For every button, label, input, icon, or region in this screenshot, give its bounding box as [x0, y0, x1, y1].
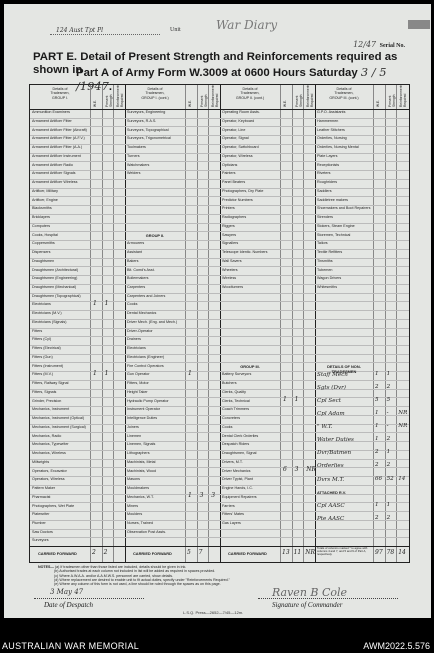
count-value: -	[386, 423, 389, 430]
trade-label: Platewriter	[32, 512, 50, 517]
non-tradesman-entry: " W.T.	[317, 424, 333, 431]
column-subheading: Present Strength	[387, 94, 396, 107]
count-value: 1	[386, 449, 391, 456]
trade-label: Mechanics, Radio	[32, 433, 62, 438]
total-value: 5	[187, 549, 191, 556]
column-subheading: W.E.	[93, 100, 97, 107]
trade-label: Mechanics, Instrument (Surgical)	[32, 424, 86, 429]
carried-forward-label: CARRIED FORWARD	[38, 551, 77, 556]
count-value: 3	[211, 492, 216, 500]
num-col-divider	[185, 85, 186, 562]
trade-label: Welders	[127, 171, 141, 176]
trade-label: Toolmakers	[127, 145, 146, 150]
trade-label: Battery Surveyors	[222, 372, 252, 377]
trade-label: Panel Beaters	[222, 180, 246, 185]
trade-label: Surveyors, Trigonometrical	[127, 136, 171, 141]
trade-label: Turners	[127, 153, 140, 158]
trade-label: Riveters	[317, 171, 331, 176]
total-value: 13	[282, 549, 290, 556]
trade-label: Assistant	[127, 250, 142, 255]
trade-label: Sawyers	[222, 232, 237, 237]
trade-label: Operator, Wireless	[222, 153, 253, 158]
trade-label: Orderlies, Nursing Mental	[317, 145, 359, 150]
despatch-date: 3 May 47	[50, 588, 84, 596]
trade-label: Receptionists	[317, 162, 340, 167]
serial-number	[353, 40, 405, 49]
trade-label: Machinists, Wood	[127, 468, 157, 473]
trade-label: Dispensers	[32, 250, 51, 255]
trade-label: Observation Post Assts.	[127, 529, 167, 534]
trade-label: Strenders	[317, 215, 333, 220]
num-col-divider	[90, 85, 91, 562]
trade-label: Bricklayers	[32, 215, 51, 220]
unit-handwritten: 124 Aust Tpt Pl	[56, 27, 104, 34]
column-subheading: W.E.	[283, 100, 287, 107]
trade-label: Computers	[32, 223, 51, 228]
trade-label: Signallers	[222, 241, 239, 246]
count-value: -	[386, 410, 389, 417]
trade-label: Radiographers	[222, 215, 247, 220]
total-value: 78	[386, 549, 395, 556]
trade-label: Coppersmiths	[32, 241, 55, 246]
count-value: 66	[375, 475, 383, 482]
trade-label: Artificer, Military	[32, 188, 59, 193]
trade-label: Butchers	[222, 381, 237, 386]
non-tradesman-entry: Sgts (Dvr)	[317, 384, 346, 391]
trade-label: Fitters' Mates	[222, 512, 245, 517]
count-value: NR	[398, 423, 408, 430]
trade-label: Wheelers	[222, 267, 238, 272]
num-col-divider	[373, 85, 374, 562]
trade-label: Operator, Signal	[222, 136, 249, 141]
num-col-divider	[208, 85, 209, 562]
total-value: NR	[305, 549, 315, 556]
trade-label: Operator, Keyboard	[222, 118, 255, 123]
trade-label: Stokers, Steam Engine	[317, 223, 355, 228]
trade-label: Driver-Operator	[127, 328, 153, 333]
totals-note: Totals of columns marked * to agree with columns 4 and 7, and 5 and 9 of Part A, respectively.	[317, 547, 368, 557]
trade-label: Armament Artificer Fitter (A.A.)	[32, 145, 83, 150]
total-value: 2	[103, 549, 108, 556]
trade-label: Cooks	[222, 424, 233, 429]
num-col-divider	[292, 85, 293, 562]
trade-label: Electricians	[32, 302, 51, 307]
unit-blank-line	[50, 34, 160, 35]
trade-label: Whitesmiths	[317, 285, 338, 289]
trade-label: Leather Stitchers	[317, 127, 345, 132]
count-value: 1	[93, 369, 97, 377]
trade-label: Pharmacist	[32, 494, 51, 499]
trade-label: Clerks, Technical	[222, 398, 250, 403]
trade-label: Wireless	[222, 276, 237, 281]
trade-label: Tinsmiths	[317, 258, 333, 263]
trade-label: Surveyors, Engineering	[127, 110, 166, 115]
trade-label: Despatch Riders	[222, 442, 250, 447]
trade-label: Plumber	[32, 520, 46, 525]
trade-label: Mechanics, Wireless	[32, 451, 66, 456]
num-col-divider	[197, 85, 198, 562]
non-tradesman-entry: Orderlies	[317, 463, 344, 470]
trade-label: Cooks	[127, 302, 138, 307]
trade-label: Miners	[127, 503, 139, 508]
count-value: 3	[294, 466, 299, 474]
trade-label: Gun Operator	[127, 372, 150, 377]
num-col-divider	[113, 85, 114, 562]
despatch-label: Date of Despatch	[44, 601, 93, 609]
trade-label: Mechanics, Instrument (Optical)	[32, 416, 85, 421]
trade-label: Electricians (Engineer)	[127, 354, 165, 359]
trade-label: Draughtsmen (Architectural)	[32, 267, 79, 272]
trade-label: Fitters, Railway Signal	[32, 381, 69, 386]
carried-forward-label: CARRIED FORWARD	[228, 551, 267, 556]
serial-label: Serial No.	[379, 43, 405, 49]
title-pre: Part A of Army Form W.3009 at 0600 Hours Saturday	[76, 67, 358, 79]
non-tradesman-entry: Cpl AASC	[317, 502, 345, 509]
trade-label: Engine Hands, I.C.	[222, 486, 253, 491]
column-heading: Details of Tradesmen, GROUP I.	[50, 87, 70, 100]
non-tradesman-entry: Water Duties	[317, 437, 354, 444]
trade-label: Driver Mech. (Eng. and Mech.)	[127, 319, 178, 324]
column-subheading: Reinforcements Required	[116, 83, 125, 107]
trade-label: Instrument Operator	[127, 407, 160, 412]
trade-label: Plate Layers	[317, 153, 338, 158]
count-value: 2	[386, 514, 391, 521]
num-col-divider	[280, 85, 281, 562]
trade-label: Photographers, Wet Plate	[32, 503, 75, 508]
count-value: 1	[104, 299, 109, 307]
group-heading: GROUP II.	[145, 232, 165, 238]
count-value: 1	[93, 299, 97, 307]
trade-label: Riggers	[222, 223, 235, 228]
trade-label: Operators, Wireless	[32, 477, 65, 482]
trade-label: Photographers, Dry Plate	[222, 188, 264, 193]
trade-label: Wall Savers	[222, 258, 242, 263]
trade-label: Height Taker	[127, 389, 148, 394]
unit-label: Unit	[170, 27, 181, 33]
trade-label: Blacksmiths	[32, 206, 52, 211]
column-subheading: Reinforcements Required	[399, 83, 408, 107]
trade-label: Fitters (Gun)	[32, 354, 53, 359]
trade-label: Electricians (Signals)	[32, 319, 67, 324]
trade-label: Tubemen	[317, 267, 333, 272]
count-value: 5	[375, 396, 379, 403]
trade-label: Draughtsmen (Topographical)	[32, 293, 81, 298]
trade-label: Blt. Comd's Asst.	[127, 267, 155, 272]
non-tradesman-entry: Dvrs M.T.	[317, 476, 345, 483]
group-heading: GROUP III.	[240, 363, 260, 369]
trade-label: Driver Mechanics	[222, 468, 251, 473]
trade-label: Drainers	[127, 337, 141, 342]
block-divider	[315, 85, 316, 562]
commander-label: Signature of Commander	[272, 601, 343, 609]
trade-label: Masons	[127, 477, 140, 482]
count-value: 1	[375, 436, 379, 443]
trade-label: G.P.O. Assistants	[317, 110, 346, 115]
trade-label: Fitters (Electrical)	[32, 346, 61, 351]
trade-label: Drivers, M.T.	[222, 459, 243, 464]
count-value: NR	[306, 466, 316, 474]
column-subheading: Present Strength	[294, 94, 303, 107]
serial-handwritten: 12/47	[353, 40, 377, 49]
column-heading: Details of Tradesmen, GROUP III. (cont.)	[329, 87, 359, 100]
trade-label: Draughtsmen (Engineering)	[32, 276, 78, 281]
count-value: 1	[386, 370, 391, 377]
count-value: 2	[386, 383, 391, 390]
trade-label: Fitters (M.V.)	[32, 372, 53, 377]
trade-label: Surveyors, R.A.S.	[127, 118, 157, 123]
trade-label: Painters	[222, 171, 236, 176]
form-title-line-1: PART E. Detail of Present Strength and Reinforcements required as shown in	[33, 51, 398, 76]
trade-label: Surveyors	[32, 538, 49, 543]
trade-label: Farriers	[222, 503, 235, 508]
trade-label: Coach Trimmers	[222, 407, 250, 412]
non-tradesman-entry: Cpl Adam	[317, 411, 345, 418]
count-value: 2	[375, 383, 379, 390]
total-value: 97	[375, 549, 383, 556]
despatch-line	[34, 598, 144, 599]
column-subheading: Reinforcements Required	[306, 83, 315, 107]
total-value: 2	[92, 549, 96, 556]
count-value: 1	[188, 369, 192, 377]
trade-label: Dental Mechanics	[127, 311, 157, 316]
trade-label: Fitters	[32, 328, 43, 333]
trade-label: Surveyors, Topographical	[127, 127, 169, 132]
count-value: 1	[283, 396, 287, 404]
trade-label: Armourers	[127, 241, 145, 246]
trade-label: Draughtsmen	[32, 258, 55, 263]
count-value: 5	[386, 396, 391, 403]
trade-label: Dental Clerk Orderlies	[222, 433, 259, 438]
trade-label: Machinists, Metal	[127, 459, 156, 464]
count-value: 1	[104, 369, 109, 377]
count-value: 2	[375, 514, 379, 521]
count-value: 14	[398, 475, 406, 482]
war-diary-stamp: War Diary	[216, 18, 278, 32]
count-value: 1	[188, 492, 192, 500]
trade-label: Moulders	[127, 512, 143, 517]
tab-marker	[408, 20, 430, 29]
column-subheading: Reinforcements Required	[211, 83, 220, 107]
column-heading: Details of Tradesmen, GROUP I. (cont.)	[141, 87, 169, 100]
trade-label: Draughtsmen (Mechanical)	[32, 285, 77, 289]
count-value: 52	[386, 475, 394, 482]
count-value: 1	[375, 501, 379, 508]
notes-block	[38, 565, 418, 586]
trade-label: Armament Artificer Wireless	[32, 180, 78, 185]
total-value: 11	[293, 549, 302, 556]
trade-label: Armament Artificer Fitter	[32, 118, 72, 123]
block-divider	[125, 85, 126, 562]
trade-label: Saw Doctors	[32, 529, 53, 534]
count-value: 2	[375, 449, 379, 456]
trade-label: Gas Layers	[222, 520, 241, 525]
count-value: 1	[375, 370, 379, 377]
trade-label: Artificer, Engine	[32, 197, 58, 202]
num-col-divider	[303, 85, 304, 562]
trade-label: Mechanics, W.T.	[127, 494, 154, 499]
archive-id: AWM2022.5.576	[363, 641, 430, 651]
trade-label: Linemen	[127, 433, 142, 438]
note-a: (a) If tradesmen other than those listed are included, details should be given in ink.	[54, 565, 187, 569]
trade-label: Electricians (M.V.)	[32, 311, 62, 316]
count-value: NR	[398, 410, 408, 417]
column-subheading: W.E.	[188, 100, 192, 107]
trade-label: Printers	[222, 206, 235, 211]
trade-label: Saddletree makers	[317, 197, 348, 202]
trade-label: Textile Refitters	[317, 250, 343, 255]
trade-label: Draughtsmen, Signal	[222, 451, 257, 456]
trade-label: Armament Artificer Signals	[32, 171, 76, 176]
trade-label: Tailors	[317, 241, 328, 246]
trade-label: Bakers	[127, 258, 139, 263]
trade-label: Electricians	[127, 346, 146, 351]
trade-label: Millwrights	[32, 459, 50, 464]
trade-label: Mechanics, Instrument	[32, 407, 70, 412]
note-c: (c) Where A.W.A.A. and/or A.A.M.W.S. personnel are carried, show details.	[54, 573, 174, 578]
note-e: (e) Where any column of this form is not used, a line should be ruled through the spaces as on this page.	[54, 582, 221, 587]
non-tradesman-entry: ATTACHED R.V.	[317, 489, 347, 495]
title-date: 3 / 5 /1947	[76, 65, 387, 93]
count-value: 2	[386, 436, 391, 443]
trade-label: Shoemakers and Boot Repairers	[317, 206, 371, 211]
trade-label: Operators, Excavator	[32, 468, 67, 473]
count-value: 1	[386, 501, 391, 508]
notes-label: NOTES—	[38, 565, 54, 569]
trade-label: Wagon Drivers	[317, 276, 342, 281]
print-line: L.S.Q. Press—2652—7/45—12m.	[183, 610, 244, 615]
trade-label: Woodturners	[222, 285, 244, 289]
trade-label: Pattern Maker	[32, 486, 56, 491]
num-col-divider	[102, 85, 103, 562]
trade-label: Grinder, Precision	[32, 398, 62, 403]
note-b: (b) Authorised trades at each column not included in list will be added as required in spaces provided.	[54, 569, 216, 574]
trade-label: Linemen, Signals	[127, 442, 156, 447]
count-value: 2	[375, 462, 379, 469]
trade-label: Armament Artificer Fitter (Aircraft)	[32, 127, 87, 132]
trade-label: Clerks, Quality	[222, 389, 246, 394]
commander-signature: Raven B Cole	[272, 586, 348, 599]
trade-label: Armament Artificer Fitter (A.F.V.)	[32, 136, 85, 141]
column-heading: Details of Tradesmen, GROUP II. (cont.)	[235, 87, 265, 100]
trade-label: Armament Artificer Radio	[32, 162, 73, 167]
trade-label: Joiners	[127, 424, 139, 429]
trade-label: Fitters (Cyl)	[32, 337, 52, 342]
trade-label: Watchmakers	[127, 162, 150, 167]
total-value: 7	[198, 549, 203, 556]
non-tradesman-entry: Dvr/Batmen	[317, 450, 352, 457]
trade-label: Lithographers	[127, 451, 150, 456]
trade-label: Hammermen	[317, 118, 339, 123]
unit-line	[30, 27, 181, 34]
column-subheading: Present Strength	[199, 94, 208, 107]
form-sheet	[4, 4, 431, 618]
trade-label: Operating Room Assts.	[222, 110, 260, 115]
trade-label: Predictor Numbers	[222, 197, 253, 202]
trade-label: Telescope Identic. Numbers	[222, 250, 268, 255]
trade-label: Cooks, Hospital	[32, 232, 58, 237]
trade-label: Storemen, Technical	[317, 232, 351, 237]
trade-label: Fitters (Instrument)	[32, 363, 64, 368]
count-value: 6	[283, 466, 287, 474]
trade-label: Concreters	[222, 416, 241, 421]
column-subheading: W.E.	[376, 100, 380, 107]
trade-label: Opticians	[222, 162, 238, 167]
trade-label: Saddlers	[317, 188, 332, 193]
note-d: (d) Where replacement are desired to enable unit to fit actual duties, specify under "Reinforcements Required."	[54, 577, 230, 582]
trade-label: Hydraulic Pump Operator	[127, 398, 169, 403]
count-value: 3	[199, 492, 204, 500]
count-value: 1	[375, 410, 379, 417]
non-tradesman-entry: Staff Mech	[317, 371, 348, 378]
title-post: .	[108, 81, 112, 93]
trade-label: Armament Artificer Instrument	[32, 153, 81, 158]
trade-label: Driver Typist, Plant	[222, 477, 253, 482]
commander-line	[258, 598, 398, 599]
count-value: 1	[294, 396, 299, 404]
trade-label: Carpenters and Joiners	[127, 293, 166, 298]
non-tradesmen-heading: DETAILS OF NON-TRADESMEN	[327, 363, 361, 374]
trade-label: Boilermakers	[127, 276, 149, 281]
num-col-divider	[385, 85, 386, 562]
num-col-divider	[396, 85, 397, 562]
trade-label: Ammunition Examiners	[32, 110, 70, 115]
trade-label: Carpenters	[127, 285, 146, 289]
block-divider	[220, 85, 221, 562]
carried-forward-label: CARRIED FORWARD	[133, 551, 172, 556]
trade-label: Operator, Switchboard	[222, 145, 259, 150]
non-tradesman-entry: Pte AASC	[317, 515, 345, 522]
trade-label: Operator, Line	[222, 127, 246, 132]
archive-name: AUSTRALIAN WAR MEMORIAL	[2, 641, 140, 651]
column-subheading: Present Strength	[104, 94, 113, 107]
trade-label: Mouldmakers	[127, 486, 150, 491]
total-value: 14	[398, 549, 406, 556]
trade-label: Fire Control Operators	[127, 363, 164, 368]
trade-label: Mechanics, Typewriter	[32, 442, 69, 447]
count-value: 2	[386, 462, 391, 469]
trade-label: Intelligence Duties	[127, 416, 158, 421]
non-tradesman-entry: Cpl Sect	[317, 397, 341, 404]
trade-label: Nurses, Trained	[127, 520, 154, 525]
trade-label: Equipment Repairers	[222, 494, 257, 499]
trade-label: Fitters, Motor	[127, 381, 149, 386]
trade-label: Fitters, Signals	[32, 389, 57, 394]
trade-label: Roughriders	[317, 180, 338, 185]
count-value: 1	[375, 423, 379, 430]
strength-table	[29, 84, 410, 563]
trade-label: Orderlies, Nursing	[317, 136, 347, 141]
